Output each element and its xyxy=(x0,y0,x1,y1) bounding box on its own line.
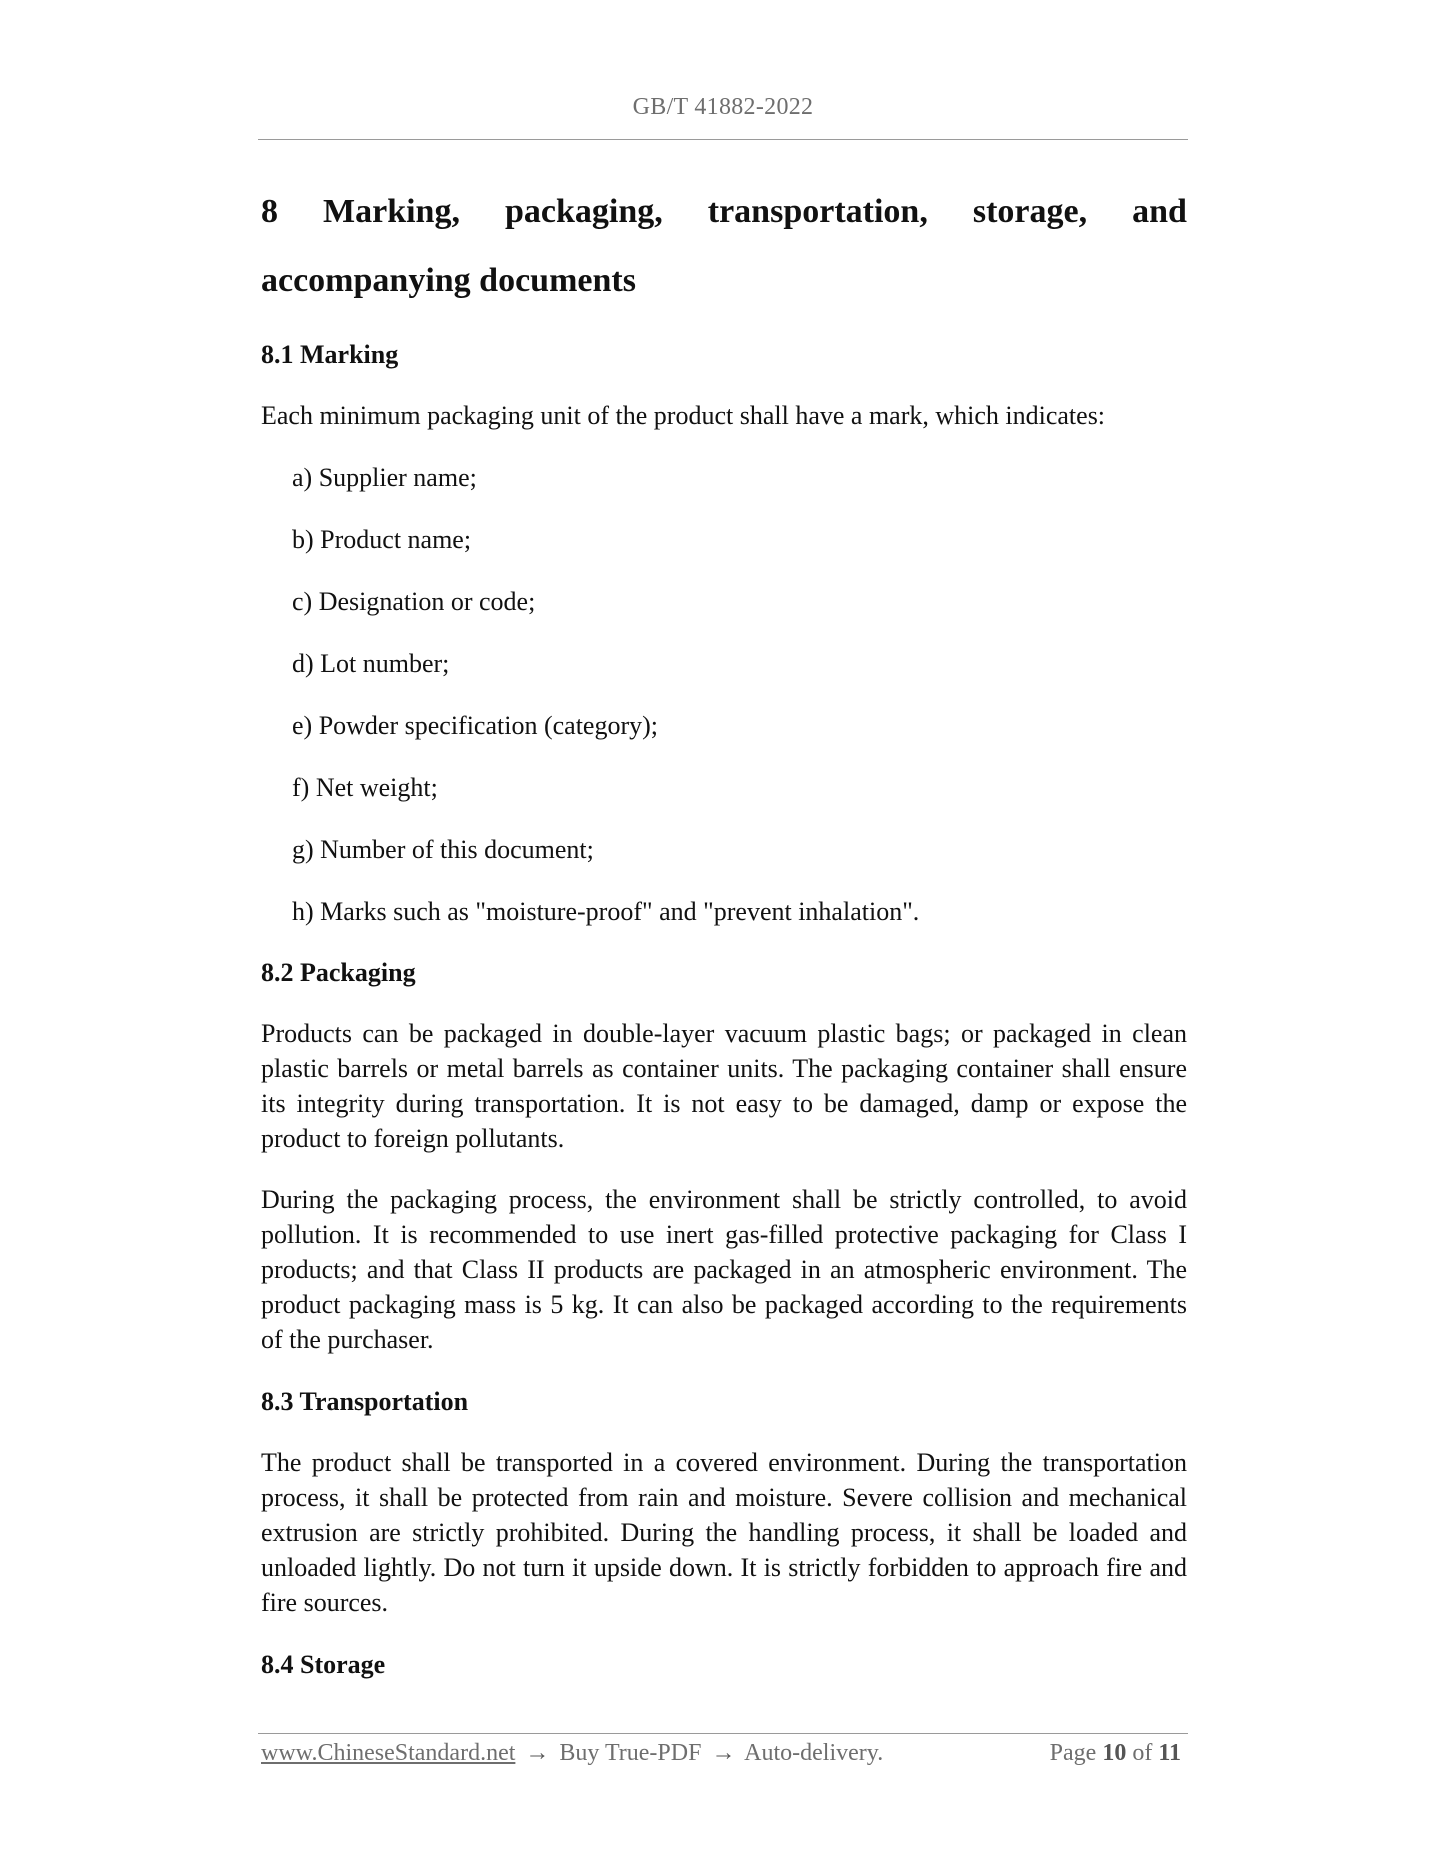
list-item: h) Marks such as "moisture-proof" and "prevent inhalation". xyxy=(292,897,920,926)
footer-buy-text: Buy True-PDF xyxy=(559,1740,702,1766)
list-item: d) Lot number; xyxy=(292,649,450,678)
section-8-3-paragraph-1: The product shall be transported in a covered environment. During the transportation process, it shall be protected from rain and moisture. Severe collision and mechanical extrusion are strictly prohibited. During the handling process, it shall be loaded and unloaded lightly. Do not turn it upside down. It is strictly forbidden to approach fire and fire sources. xyxy=(261,1448,1187,1617)
arrow-right-icon: → xyxy=(525,1740,550,1766)
section-8-heading-line1 xyxy=(261,190,1187,234)
list-item: f) Net weight; xyxy=(292,773,438,802)
section-8-4-heading: 8.4 Storage xyxy=(261,1650,386,1679)
heading-word: 8 xyxy=(261,193,278,230)
section-8-3-heading: 8.3 Transportation xyxy=(261,1387,469,1416)
footer-delivery-text: Auto-delivery. xyxy=(744,1740,884,1766)
page-current: 10 xyxy=(1102,1740,1127,1766)
chinesestandard-link[interactable]: www.ChineseStandard.net xyxy=(261,1740,516,1766)
section-8-heading-line2: accompanying documents xyxy=(261,262,636,299)
section-8-1-intro: Each minimum packaging unit of the product shall have a mark, which indicates: xyxy=(261,401,1106,430)
list-item: a) Supplier name; xyxy=(292,463,477,492)
page-total: 11 xyxy=(1158,1740,1181,1766)
section-8-2-paragraph-1: Products can be packaged in double-layer vacuum plastic bags; or packaged in clean plastic barrels or metal barrels as container units. The packaging container shall ensure its integrity during transportation. It is not easy to be damaged, damp or expose the product to foreign pollutants. xyxy=(261,1019,1187,1153)
section-8-heading xyxy=(261,190,1187,303)
heading-word: storage, xyxy=(972,193,1088,230)
page-header: GB/T 41882-2022 xyxy=(632,94,814,120)
list-item: c) Designation or code; xyxy=(292,587,536,616)
header-divider xyxy=(258,139,1188,140)
footer-left xyxy=(261,1740,883,1767)
list-item: g) Number of this document; xyxy=(292,835,594,864)
page-label: Page xyxy=(1049,1740,1097,1766)
section-8-2-paragraph-2: During the packaging process, the environment shall be strictly controlled, to avoid pollution. It is recommended to use inert gas-filled protective packaging for Class I products; and that Class II products are packaged in an atmospheric environment. The product packaging mass is 5 kg. It can also be packaged according to the requirements of the purchaser. xyxy=(261,1185,1187,1354)
section-8-1-heading: 8.1 Marking xyxy=(261,340,399,369)
heading-word: and xyxy=(1132,193,1187,230)
section-8-2-heading: 8.2 Packaging xyxy=(261,958,416,987)
page-indicator xyxy=(1050,1740,1181,1767)
heading-word: packaging, xyxy=(504,193,663,230)
footer-divider xyxy=(258,1733,1188,1734)
arrow-right-icon: → xyxy=(711,1740,736,1766)
list-item: b) Product name; xyxy=(292,525,472,554)
heading-word: transportation, xyxy=(707,193,928,230)
heading-word: Marking, xyxy=(323,193,460,230)
list-item: e) Powder specification (category); xyxy=(292,711,659,740)
page-footer xyxy=(261,1740,1181,1767)
of-label: of xyxy=(1132,1740,1153,1766)
page-content xyxy=(261,190,1187,1682)
